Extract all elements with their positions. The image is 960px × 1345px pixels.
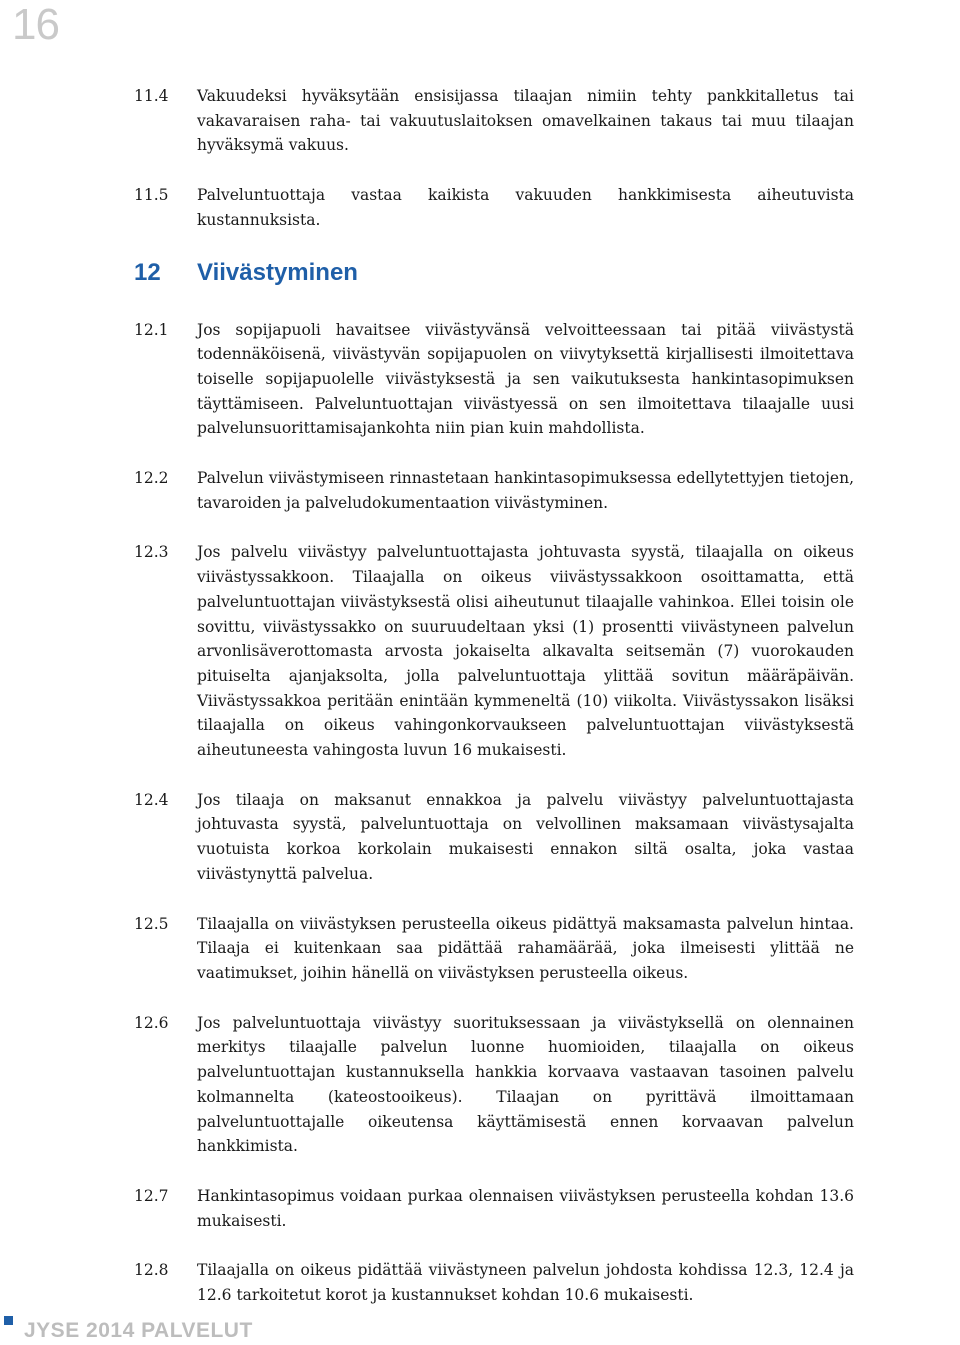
clause-number: 11.5 bbox=[134, 186, 169, 205]
clause-number: 12.7 bbox=[134, 1186, 169, 1205]
clause-text: Jos palvelu viivästyy palveluntuottajasta johtuvasta syystä, tilaajalla on oikeus viivästyssakkoon. Tilaajalla on oikeus viivästyssakkoon osoittamatta, että palveluntuottajan viivästyksestä olisi aiheutunut tilaajalle vahinkoa. Ellei toisin ole sovittu, viivästyssakko on suuruudeltaan yksi (1) prosentti viivästyneen palvelun arvonlisäverottomasta arvosta jokaiselta alkavalta seitsemän (7) vuorokauden pituiselta ajanjaksolta, jolla palveluntuottaja ylittää sovitun määräpäivän. Viivästyssakkoa peritään enintään kymmeneltä (10) viikolta. Viivästyssakon lisäksi tilaajalla on oikeus vahingonkorvaukseen palveluntuottajan viivästyksestä aiheutuneesta vahingosta luvun 16 mukaisesti. bbox=[197, 543, 854, 760]
clause-number: 12.1 bbox=[134, 320, 169, 339]
footer-square-icon bbox=[4, 1316, 13, 1325]
clause-12-2 bbox=[134, 466, 854, 515]
clause-text: Hankintasopimus voidaan purkaa olennaisen viivästyksen perusteella kohdan 13.6 mukaisesti. bbox=[197, 1186, 854, 1230]
clause-text: Palvelun viivästymiseen rinnastetaan hankintasopimuksessa edellytettyjen tietojen, tavaroiden ja palveludokumentaation viivästyminen. bbox=[197, 469, 854, 512]
section-title: Viivästyminen bbox=[197, 258, 358, 286]
clause-number: 12.6 bbox=[134, 1013, 169, 1032]
clause-text: Jos sopijapuoli havaitsee viivästyvänsä velvoitteessaan tai pitää viivästystä todennäköisenä, viivästyvän sopijapuolen on viivytyksettä kirjallisesti ilmoitettava toiselle sopijapuolelle viivästyksestä ja sen vaikutuksesta hankintasopimuksen täyttämiseen. Palveluntuottajan viivästyessä on sen ilmoitettava tilaajalle uusi palvelunsuorittamisajankohta niin pian kuin mahdollista. bbox=[197, 320, 854, 438]
section-heading bbox=[134, 258, 854, 288]
clause-text: Vakuudeksi hyväksytään ensisijassa tilaajan nimiin tehty pankkitalletus tai vakavaraisen raha- tai vakuutuslaitoksen omavelkainen takaus tai muu tilaajan hyväksymä vakuus. bbox=[197, 87, 854, 155]
page-number: 16 bbox=[12, 0, 59, 49]
clause-text: Jos tilaaja on maksanut ennakkoa ja palvelu viivästyy palveluntuottajasta johtuvasta syystä, palveluntuottaja on velvollinen maksamaan viivästysajalta vuotuista korkoa korkolain mukaisesti ennakon siltä osalta, joka vastaa viivästynyttä palvelua. bbox=[197, 790, 854, 883]
clause-number: 11.4 bbox=[134, 87, 169, 105]
clause-12-7 bbox=[134, 1184, 854, 1233]
clause-11-5 bbox=[134, 183, 854, 232]
clause-12-4 bbox=[134, 788, 854, 887]
clause-12-3 bbox=[134, 540, 854, 762]
clause-12-8 bbox=[134, 1258, 854, 1307]
clause-number: 12.8 bbox=[134, 1261, 169, 1280]
clause-text: Tilaajalla on viivästyksen perusteella oikeus pidättyä maksamasta palvelun hintaa. Tilaaja ei kuitenkaan saa pidättää rahamäärää, joka ilmeisesti ylittää ne vaatimukset, joihin hänellä on viivästyksen perusteella oikeus. bbox=[197, 914, 854, 982]
clause-12-6 bbox=[134, 1011, 854, 1159]
clause-text: Palveluntuottaja vastaa kaikista vakuuden hankkimisesta aiheutuvista kustannuksista. bbox=[197, 186, 854, 229]
clause-number: 12.2 bbox=[134, 469, 169, 488]
clause-number: 12.5 bbox=[134, 914, 169, 933]
clause-11-4 bbox=[134, 84, 854, 158]
document-body bbox=[134, 84, 854, 1333]
clause-number: 12.3 bbox=[134, 543, 169, 562]
section-number: 12 bbox=[134, 258, 161, 286]
clause-number: 12.4 bbox=[134, 790, 169, 809]
clause-text: Tilaajalla on oikeus pidättää viivästyneen palvelun johdosta kohdissa 12.3, 12.4 ja 12.6 tarkoitetut korot ja kustannukset kohdan 10.6 mukaisesti. bbox=[197, 1261, 854, 1305]
clause-text: Jos palveluntuottaja viivästyy suorituksessaan ja viivästyksellä on olennainen merkitys tilaajalle palvelun luonne huomioiden, tilaajalla on oikeus palveluntuottajan kustannuksella hankkia korvaava vastaavan tasoinen palvelu kolmannelta (kateostooikeus). Tilaajan on pyrittävä ilmoittamaan palveluntuottajalle oikeutensa käyttämisestä ennen korvaavan palvelun hankkimista. bbox=[197, 1013, 854, 1156]
clause-12-5 bbox=[134, 912, 854, 986]
clause-12-1 bbox=[134, 318, 854, 442]
footer-title: JYSE 2014 PALVELUT bbox=[24, 1319, 253, 1342]
